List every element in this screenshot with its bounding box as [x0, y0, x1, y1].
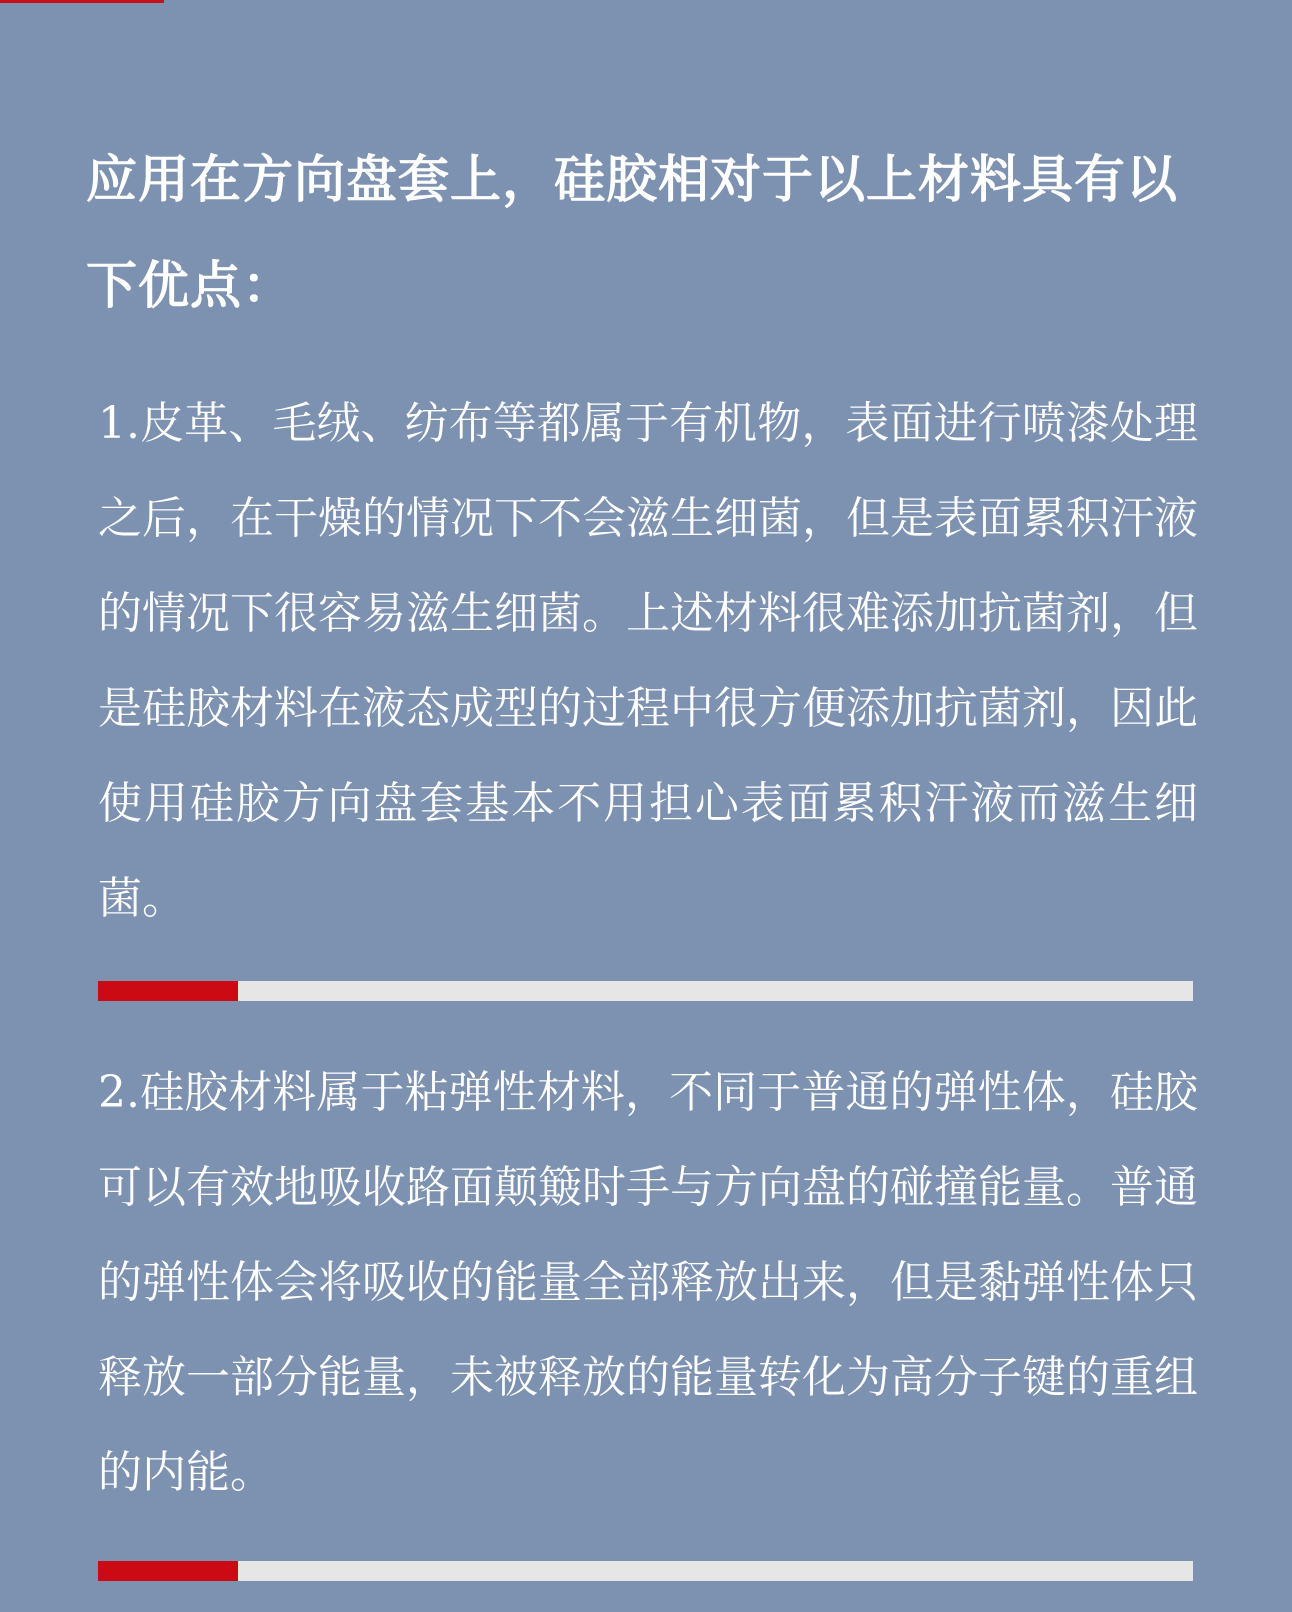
point-1-text: 1.皮革、毛绒、纺布等都属于有机物，表面进行喷漆处理之后，在干燥的情况下不会滋生细菌，但是表面累积汗液的情况下很容易滋生细菌。上述材料很难添加抗菌剂，但是硅胶材料在液态成型的过程中很方便添加抗菌剂，因此使用硅胶方向盘套基本不用担心表面累积汗液而滋生细菌。 [98, 398, 1198, 924]
divider-accent-1 [98, 981, 238, 1001]
divider-accent-2 [98, 1561, 238, 1581]
divider-bar-1 [98, 981, 1193, 1001]
point-2-text: 2.硅胶材料属于粘弹性材料，不同于普通的弹性体，硅胶可以有效地吸收路面颠簸时手与方向盘的碰撞能量。普通的弹性体会将吸收的能量全部释放出来，但是黏弹性体只释放一部分能量，未被释放的能量转化为高分子键的重组的内能。 [98, 1067, 1198, 1498]
divider-bar-2 [98, 1561, 1193, 1581]
top-accent-bar [0, 0, 164, 3]
section-heading: 应用在方向盘套上，硅胶相对于以上材料具有以下优点： [86, 151, 1179, 316]
